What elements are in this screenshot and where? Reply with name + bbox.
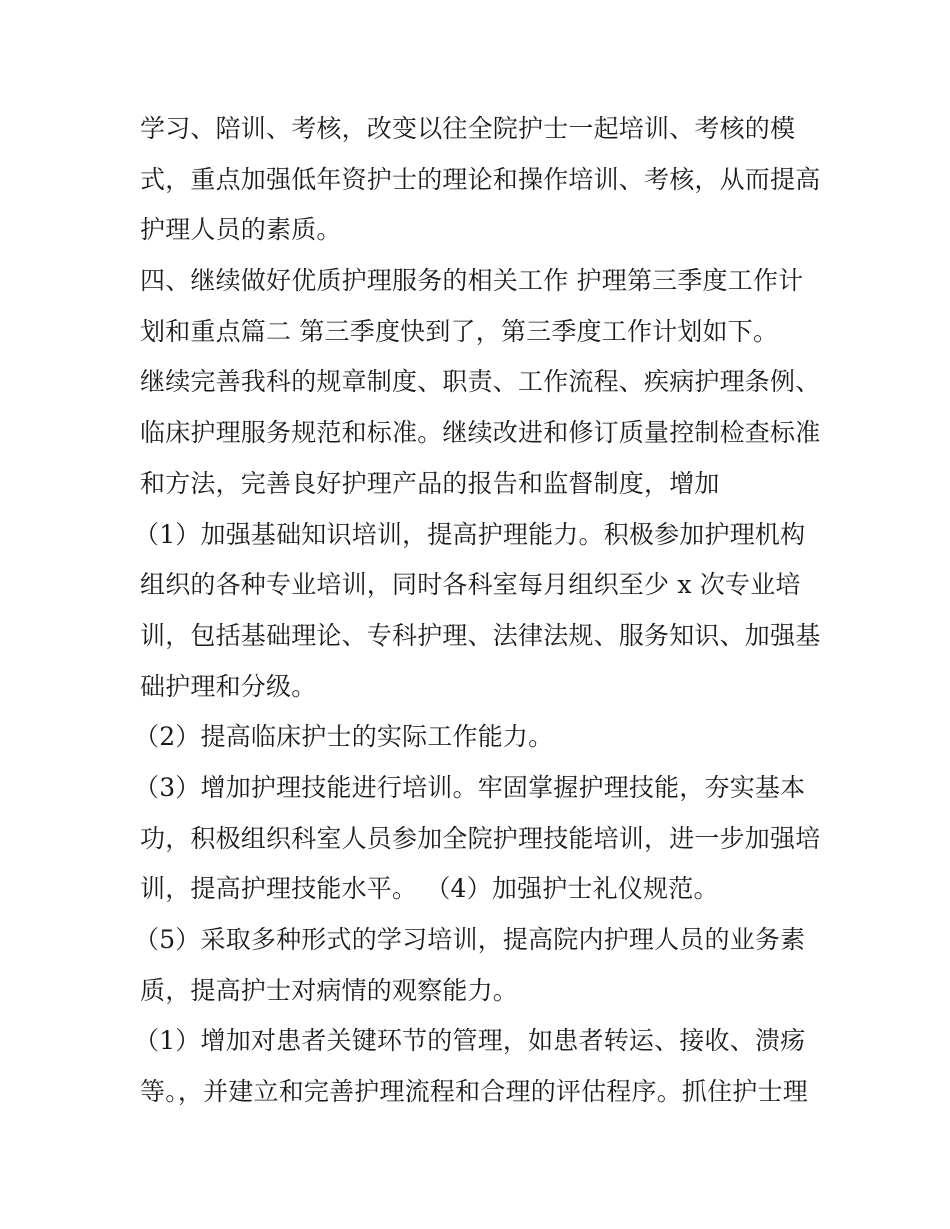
text-line: 训，包括基础理论、专科护理、法律法规、服务知识、加强基 <box>140 620 821 650</box>
list-item-line: （1）增加对患者关键环节的管理，如患者转运、接收、溃疡 <box>134 1026 806 1056</box>
section-heading-line: 四、继续做好优质护理服务的相关工作 护理第三季度工作计 <box>140 266 804 296</box>
text-line: 功，积极组织科室人员参加全院护理技能培训，进一步加强培 <box>140 823 821 853</box>
text-line: 学习、陪训、考核，改变以往全院护士一起培训、考核的模 <box>140 114 796 143</box>
text-line: 础护理和分级。 <box>140 671 317 701</box>
text-line: 训，提高护理技能水平。 （4）加强护士礼仪规范。 <box>140 874 719 904</box>
document-body <box>134 104 821 1118</box>
text-line: 继续完善我科的规章制度、职责、工作流程、疾病护理条例、 <box>140 367 821 397</box>
text-line: 和方法，完善良好护理产品的报告和监督制度，增加 <box>140 468 720 498</box>
list-item-line: （5）采取多种形式的学习培训，提高院内护理人员的业务素 <box>134 925 806 954</box>
text-line: 等。，并建立和完善护理流程和合理的评估程序。抓住护士理 <box>140 1077 808 1107</box>
text-line: 划和重点篇二 第三季度快到了，第三季度工作计划如下。 <box>140 316 779 346</box>
text-line: 质，提高护士对病情的观察能力。 <box>140 975 519 1005</box>
list-item-line: （3）增加护理技能进行培训。牢固掌握护理技能，夯实基本 <box>134 772 806 802</box>
text-line: 组织的各种专业培训，同时各科室每月组织至少 x 次专业培 <box>140 570 801 600</box>
list-item-line: （2）提高临床护士的实际工作能力。 <box>134 722 554 752</box>
text-line: 护理人员的素质。 <box>140 215 342 245</box>
text-line: 式，重点加强低年资护士的理论和操作培训、考核，从而提高 <box>140 164 821 194</box>
list-item-line: （1）加强基础知识培训，提高护理能力。积极参加护理机构 <box>134 519 806 549</box>
text-line: 临床护理服务规范和标准。继续改进和修订质量控制检查标准 <box>140 418 821 448</box>
